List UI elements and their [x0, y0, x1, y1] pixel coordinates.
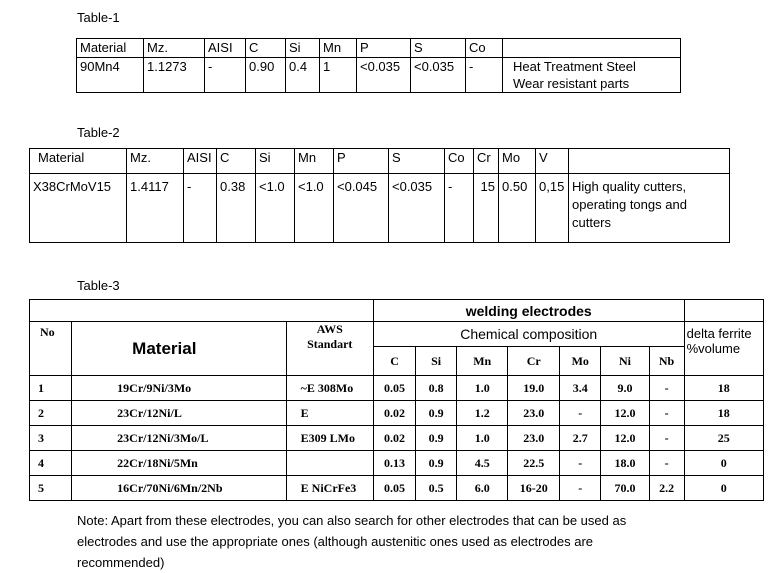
mn-cell: 1.2	[456, 401, 508, 426]
description-line: cutters	[572, 215, 612, 230]
cell: <0.035	[357, 58, 411, 93]
table-row	[77, 58, 681, 93]
cell: 1.4117	[127, 174, 184, 243]
ferrite-cell: 0	[684, 451, 763, 476]
cr-cell: 23.0	[508, 426, 560, 451]
c-cell: 0.02	[373, 426, 415, 451]
material-cell: 23Cr/12Ni/L	[72, 401, 286, 426]
row-number: 5	[30, 476, 72, 501]
nb-cell: -	[649, 376, 684, 401]
ni-cell: 9.0	[601, 376, 649, 401]
header-cell: AISI	[205, 39, 246, 58]
material-header: Material	[72, 322, 286, 376]
header-cell: P	[334, 149, 389, 174]
table2	[29, 148, 730, 243]
cell: 0.4	[286, 58, 320, 93]
mo-cell: -	[560, 476, 601, 501]
ferrite-header-line: delta ferrite	[686, 326, 752, 341]
header-cell: Mo	[499, 149, 536, 174]
si-cell: 0.9	[416, 401, 457, 426]
mo-cell: 2.7	[560, 426, 601, 451]
ferrite-cell: 25	[684, 426, 763, 451]
cell: 0,15	[536, 174, 569, 243]
ni-cell: 12.0	[601, 401, 649, 426]
table-row	[30, 401, 764, 426]
table-row	[30, 174, 730, 243]
description-cell	[569, 174, 730, 243]
mo-cell: 3.4	[560, 376, 601, 401]
cell: 90Mn4	[77, 58, 144, 93]
header-cell: S	[389, 149, 445, 174]
header-cell: Co	[445, 149, 474, 174]
cell: 1.1273	[144, 58, 205, 93]
si-cell: 0.5	[416, 476, 457, 501]
header-cell: Mn	[320, 39, 357, 58]
cell: <1.0	[295, 174, 334, 243]
aws-header	[286, 322, 373, 376]
table-row	[30, 476, 764, 501]
table1	[76, 38, 681, 93]
table-header-row	[30, 149, 730, 174]
table-header-row	[30, 322, 764, 347]
aws-cell: E NiCrFe3	[286, 476, 373, 501]
c-cell: 0.13	[373, 451, 415, 476]
header-cell	[569, 149, 730, 174]
description-line: High quality cutters,	[572, 179, 687, 194]
table-title-row	[30, 300, 764, 322]
cell: -	[445, 174, 474, 243]
element-header: Ni	[601, 347, 649, 376]
mn-cell: 1.0	[456, 376, 508, 401]
cr-cell: 22.5	[508, 451, 560, 476]
cell: X38CrMoV15	[30, 174, 127, 243]
nb-cell: -	[649, 401, 684, 426]
cell: 0.90	[246, 58, 286, 93]
si-cell: 0.9	[416, 451, 457, 476]
table1-caption: Table-1	[77, 10, 120, 25]
cell: 1	[320, 58, 357, 93]
description-line: Wear resistant parts	[513, 76, 630, 91]
cr-cell: 23.0	[508, 401, 560, 426]
element-header: Nb	[649, 347, 684, 376]
ferrite-cell: 0	[684, 476, 763, 501]
cell: 15	[474, 174, 499, 243]
table-title: welding electrodes	[373, 300, 684, 322]
ni-cell: 70.0	[601, 476, 649, 501]
table-row	[30, 451, 764, 476]
empty-cell	[684, 300, 763, 322]
header-cell: Cr	[474, 149, 499, 174]
header-cell: Co	[466, 39, 503, 58]
footnote: Note: Apart from these electrodes, you can also search for other electrodes that can be used as electrodes and use the appropriate ones (although austenitic ones used as electrodes are recommended)	[77, 513, 627, 570]
description-line: Heat Treatment Steel	[513, 59, 636, 74]
table-header-row	[77, 39, 681, 58]
element-header: C	[373, 347, 415, 376]
header-cell: AISI	[184, 149, 217, 174]
header-cell: S	[411, 39, 466, 58]
ni-cell: 12.0	[601, 426, 649, 451]
cell: -	[205, 58, 246, 93]
mo-cell: -	[560, 451, 601, 476]
mo-cell: -	[560, 401, 601, 426]
table3	[29, 299, 764, 501]
table-row	[30, 426, 764, 451]
aws-cell: E309 LMo	[286, 426, 373, 451]
cell: -	[184, 174, 217, 243]
cell: <0.035	[411, 58, 466, 93]
table-row	[30, 376, 764, 401]
mn-cell: 4.5	[456, 451, 508, 476]
mn-cell: 1.0	[456, 426, 508, 451]
header-cell: Si	[256, 149, 295, 174]
material-cell: 22Cr/18Ni/5Mn	[72, 451, 286, 476]
table3-caption: Table-3	[77, 278, 120, 293]
description-line: operating tongs and	[572, 197, 687, 212]
header-cell: Mn	[295, 149, 334, 174]
material-cell: 16Cr/70Ni/6Mn/2Nb	[72, 476, 286, 501]
table2-caption: Table-2	[77, 125, 120, 140]
header-cell: P	[357, 39, 411, 58]
aws-cell	[286, 451, 373, 476]
cell: -	[466, 58, 503, 93]
mn-cell: 6.0	[456, 476, 508, 501]
si-cell: 0.8	[416, 376, 457, 401]
row-number: 2	[30, 401, 72, 426]
material-cell: 23Cr/12Ni/3Mo/L	[72, 426, 286, 451]
aws-cell: E	[286, 401, 373, 426]
nb-cell: -	[649, 426, 684, 451]
c-cell: 0.05	[373, 476, 415, 501]
c-cell: 0.02	[373, 401, 415, 426]
header-cell: Si	[286, 39, 320, 58]
ferrite-header	[684, 322, 763, 376]
header-cell: Mz.	[144, 39, 205, 58]
cell: 0.50	[499, 174, 536, 243]
empty-cell	[30, 300, 374, 322]
header-cell: Mz.	[127, 149, 184, 174]
cr-cell: 16-20	[508, 476, 560, 501]
element-header: Mo	[560, 347, 601, 376]
ni-cell: 18.0	[601, 451, 649, 476]
si-cell: 0.9	[416, 426, 457, 451]
cell: <0.035	[389, 174, 445, 243]
element-header: Cr	[508, 347, 560, 376]
row-number: 1	[30, 376, 72, 401]
row-number: 4	[30, 451, 72, 476]
composition-header: Chemical composition	[373, 322, 684, 347]
cell: <0.045	[334, 174, 389, 243]
header-cell: Material	[30, 149, 127, 174]
row-number: 3	[30, 426, 72, 451]
material-cell: 19Cr/9Ni/3Mo	[72, 376, 286, 401]
description-cell	[503, 58, 681, 93]
header-cell: V	[536, 149, 569, 174]
c-cell: 0.05	[373, 376, 415, 401]
ferrite-cell: 18	[684, 376, 763, 401]
nb-cell: 2.2	[649, 476, 684, 501]
cell: <1.0	[256, 174, 295, 243]
element-header: Mn	[456, 347, 508, 376]
header-cell: C	[217, 149, 256, 174]
ferrite-header-line: %volume	[686, 341, 741, 356]
header-cell: C	[246, 39, 286, 58]
header-cell	[503, 39, 681, 58]
cr-cell: 19.0	[508, 376, 560, 401]
aws-header-line: AWS	[316, 322, 343, 336]
nb-cell: -	[649, 451, 684, 476]
ferrite-cell: 18	[684, 401, 763, 426]
aws-header-line: Standart	[307, 337, 353, 351]
aws-cell: ~E 308Mo	[286, 376, 373, 401]
header-cell: Material	[77, 39, 144, 58]
element-header: Si	[416, 347, 457, 376]
cell: 0.38	[217, 174, 256, 243]
no-header: No	[30, 322, 72, 376]
